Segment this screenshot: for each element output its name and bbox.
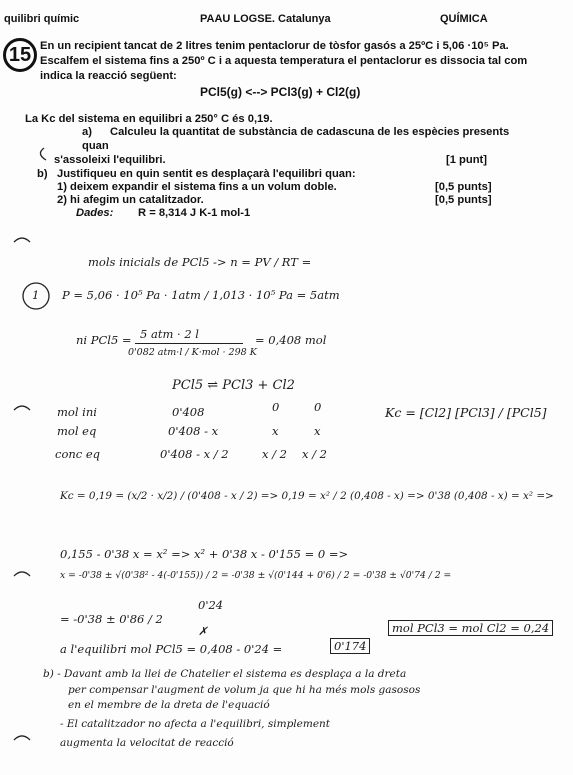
hw-moles-label: ni PCl5 = bbox=[76, 333, 132, 347]
hw-row-conc-pcl5: 0'408 - x / 2 bbox=[160, 447, 229, 461]
header-section-title: quilibri químic bbox=[4, 13, 80, 25]
hw-row-conc-cl2: x / 2 bbox=[302, 447, 327, 461]
hw-part-b-answer-1: b) - Davant amb la llei de Chatelier el sistema es desplaça a la dreta bbox=[43, 668, 407, 680]
part-a-label: a) bbox=[82, 126, 92, 138]
hw-row-eq-pcl3: x bbox=[272, 424, 279, 438]
hw-part-b-answer-3: en el membre de la dreta de l'equació bbox=[68, 699, 270, 711]
hw-equilibrium-equation: PCl5 ⇌ PCl3 + Cl2 bbox=[172, 378, 295, 393]
hw-initial-moles: mols inicials de PCl5 -> n = PV / RT = bbox=[88, 255, 312, 269]
hw-row-initial-label: mol ini bbox=[57, 405, 97, 419]
hw-final-pcl5-boxed: 0'174 bbox=[330, 638, 370, 654]
hw-part-b-answer-4: - El catalitzador no afecta a l'equilibri, simplement bbox=[60, 718, 331, 730]
hw-root-negative: ✗ bbox=[198, 624, 208, 638]
problem-line-3: indica la reacció següent: bbox=[40, 70, 177, 82]
hw-row-eq-cl2: x bbox=[314, 424, 321, 438]
part-a-text: Calculeu la quantitat de substància de cadascuna de les espècies presents bbox=[110, 126, 510, 138]
problem-line-1: En un recipient tancat de 2 litres tenim pentaclorur de tòsfor gasós a 25ºC i 5,06 ·10⁵ Pa. bbox=[40, 40, 509, 52]
part-b-text: Justifiqueu en quin sentit es desplaçarà l'equilibri quan: bbox=[57, 168, 356, 180]
hw-quadratic-formula: x = -0'38 ± √(0'38² - 4(-0'155)) / 2 = -0'38 ± √(0'144 + 0'6) / 2 = -0'38 ± √0'74 / 2 = bbox=[60, 570, 452, 581]
part-b-item-1-points: [0,5 punts] bbox=[435, 181, 492, 193]
part-b-item-2-points: [0,5 punts] bbox=[435, 194, 492, 206]
part-a-text-2: quan bbox=[82, 140, 109, 152]
hw-fraction-bar bbox=[135, 343, 243, 344]
hw-moles-result: = 0,408 mol bbox=[255, 333, 327, 347]
hw-row-initial-pcl3: 0 bbox=[272, 400, 280, 414]
hw-kc-calculation: Kc = 0,19 = (x/2 · x/2) / (0'408 - x / 2) => 0,19 = x² / 2 (0,408 - x) => 0'38 (0,408 - x) = x² => bbox=[60, 490, 554, 502]
part-b-label: b) bbox=[37, 168, 48, 180]
hw-kc-expression: Kc = [Cl2] [PCl3] / [PCl5] bbox=[385, 405, 547, 420]
part-a-text-3: s'assoleixi l'equilibri. bbox=[54, 154, 166, 166]
hw-row-eq-pcl5: 0'408 - x bbox=[168, 424, 219, 438]
hw-moles-numerator: 5 atm · 2 l bbox=[140, 327, 199, 341]
hw-quadratic-setup: 0,155 - 0'38 x = x² => x² + 0'38 x - 0'155 = 0 => bbox=[60, 547, 349, 561]
data-constants: R = 8,314 J K-1 mol-1 bbox=[138, 207, 251, 219]
hw-row-initial-cl2: 0 bbox=[314, 400, 322, 414]
hw-moles-denominator: 0'082 atm·l / K·mol · 298 K bbox=[128, 347, 257, 358]
hw-pressure-conversion: P = 5,06 · 10⁵ Pa · 1atm / 1,013 · 10⁵ Pa = 5atm bbox=[62, 288, 340, 302]
kc-statement: La Kc del sistema en equilibri a 250° C és 0,19. bbox=[25, 113, 273, 125]
hw-step-number: 1 bbox=[32, 288, 40, 302]
part-a-points: [1 punt] bbox=[446, 154, 488, 166]
hw-part-b-answer-5: augmenta la velocitat de reacció bbox=[60, 737, 234, 749]
hw-row-initial-pcl5: 0'408 bbox=[172, 405, 205, 419]
header-subject: QUÍMICA bbox=[440, 13, 488, 25]
hw-final-products-boxed: mol PCl3 = mol Cl2 = 0,24 bbox=[388, 620, 553, 636]
reaction-equation: PCl5(g) <--> PCl3(g) + Cl2(g) bbox=[200, 85, 361, 99]
header-exam-title: PAAU LOGSE. Catalunya bbox=[200, 13, 331, 25]
part-b-item-1: 1) deixem expandir el sistema fins a un volum doble. bbox=[57, 181, 337, 193]
hw-quadratic-roots: = -0'38 ± 0'86 / 2 bbox=[60, 612, 163, 626]
hw-row-conc-pcl3: x / 2 bbox=[262, 447, 287, 461]
problem-number-badge: 15 bbox=[3, 38, 37, 72]
hw-final-pcl5: a l'equilibri mol PCl5 = 0,408 - 0'24 = bbox=[60, 642, 283, 656]
hw-row-conc-label: conc eq bbox=[55, 447, 101, 461]
problem-line-2: Escalfem el sistema fins a 250º C i a aquesta temperatura el pentaclorur es dissocia tal com bbox=[40, 55, 528, 67]
hw-part-b-answer-2: per compensar l'augment de volum ja que hi ha més mols gasosos bbox=[68, 684, 421, 696]
hw-row-eq-label: mol eq bbox=[57, 424, 97, 438]
data-label: Dades: bbox=[76, 207, 114, 219]
hw-root-positive: 0'24 bbox=[198, 598, 224, 612]
part-b-item-2: 2) hi afegim un catalitzador. bbox=[57, 194, 204, 206]
